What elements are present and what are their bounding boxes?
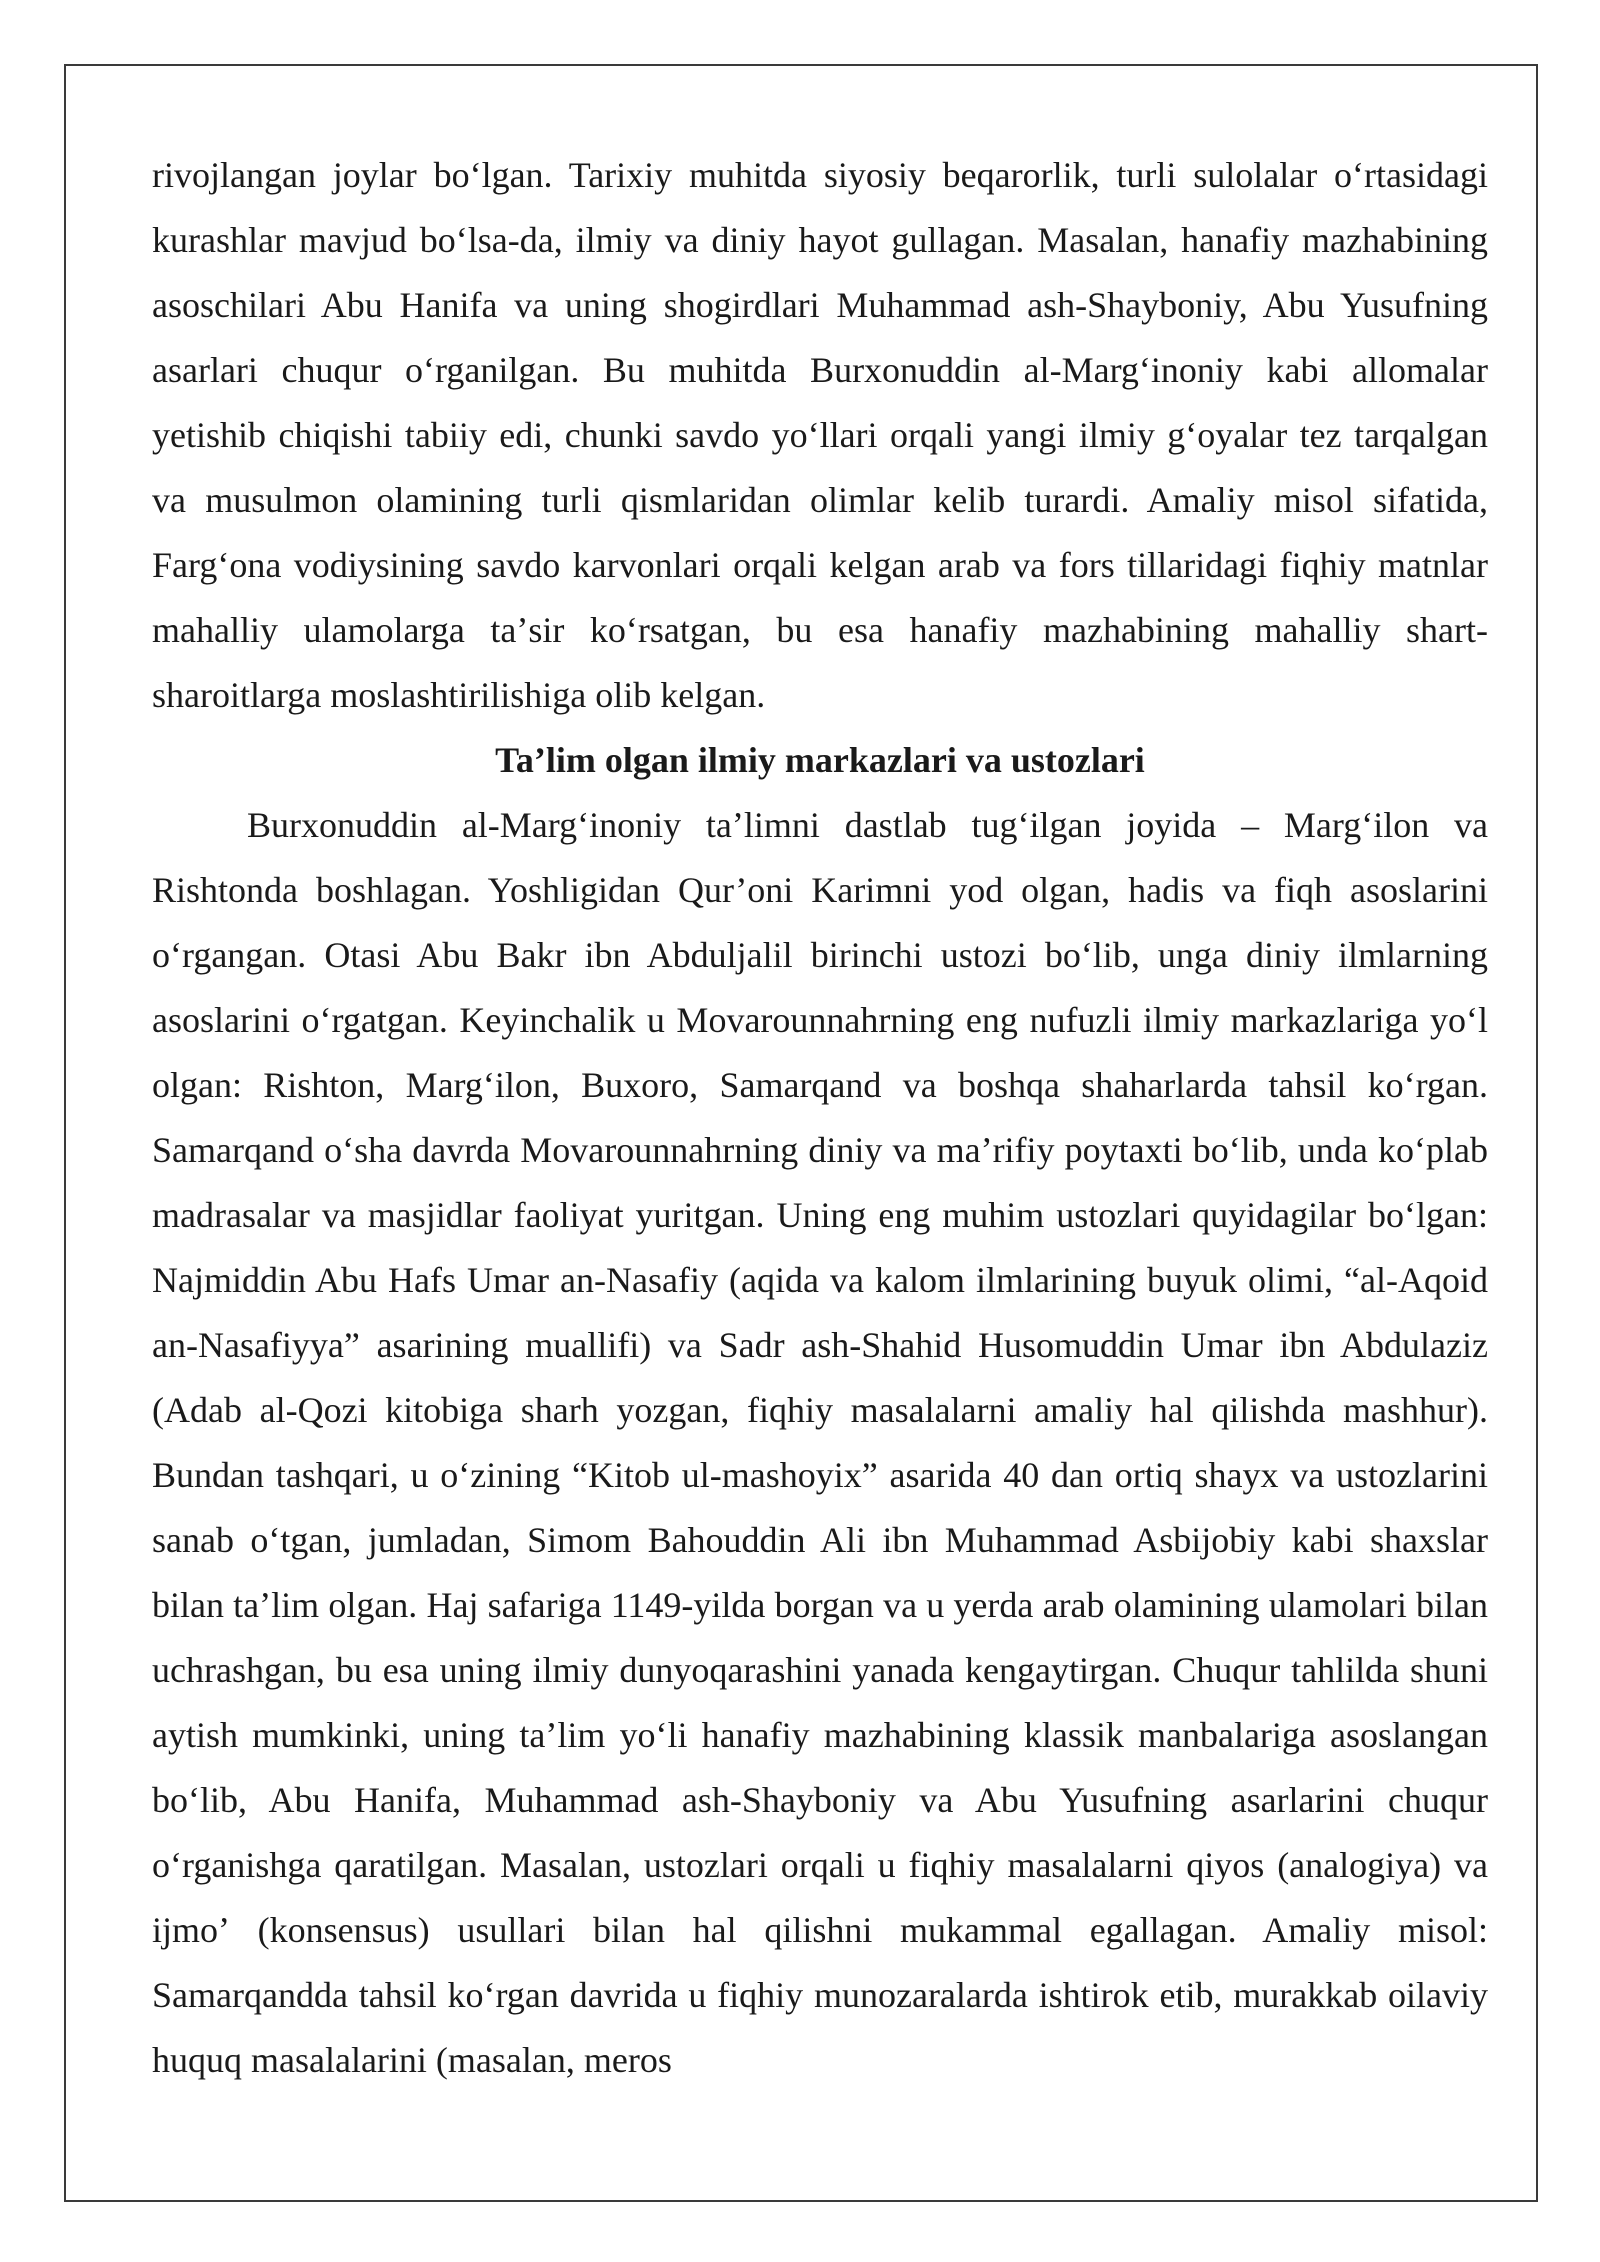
body-paragraph: rivojlangan joylar boʻlgan. Tarixiy muhitda siyosiy beqarorlik, turli sulolalar oʻrtasidagi kurashlar mavjud boʻlsa-da, ilmiy va diniy hayot gullagan. Masalan, hanafiy mazhabining asoschilari Abu Hanifa va uning shogirdlari Muhammad ash-Shayboniy, Abu Yusufning asarlari chuqur oʻrganilgan. Bu muhitda Burxonuddin al-Margʻinoniy kabi allomalar yetishib chiqishi tabiiy edi, chunki savdo yoʻllari orqali yangi ilmiy gʻoyalar tez tarqalgan va musulmon olamining turli qismlaridan olimlar kelib turardi. Amaliy misol sifatida, Fargʻona vodiysining savdo karvonlari orqali kelgan arab va fors tillaridagi fiqhiy matnlar mahalliy ulamolarga taʼsir koʻrsatgan, bu esa hanafiy mazhabining mahalliy shart-sharoitlarga moslashtirilishiga olib kelgan.	[152, 155, 1488, 715]
body-paragraph: Burxonuddin al-Margʻinoniy taʼlimni dastlab tugʻilgan joyida – Margʻilon va Rishtonda boshlagan. Yoshligidan Qur’oni Karimni yod olgan, hadis va fiqh asoslarini oʻrgangan. Otasi Abu Bakr ibn Abduljalil birinchi ustozi boʻlib, unga diniy ilmlarning asoslarini oʻrgatgan. Keyinchalik u Movarounnahrning eng nufuzli ilmiy markazlariga yoʻl olgan: Rishton, Margʻilon, Buxoro, Samarqand va boshqa shaharlarda tahsil koʻrgan. Samarqand oʻsha davrda Movarounnahrning diniy va maʼrifiy poytaxti boʻlib, unda koʻplab madrasalar va masjidlar faoliyat yuritgan. Uning eng muhim ustozlari quyidagilar boʻlgan: Najmiddin Abu Hafs Umar an-Nasafiy (aqida va kalom ilmlarining buyuk olimi, “al-Aqoid an-Nasafiyya” asarining muallifi) va Sadr ash-Shahid Husomuddin Umar ibn Abdulaziz (Adab al-Qozi kitobiga sharh yozgan, fiqhiy masalalarni amaliy hal qilishda mashhur). Bundan tashqari, u oʻzining “Kitob ul-mashoyix” asarida 40 dan ortiq shayx va ustozlarini sanab oʻtgan, jumladan, Simom Bahouddin Ali ibn Muhammad Asbijobiy kabi shaxslar bilan taʼlim olgan. Haj safariga 1149-yilda borgan va u yerda arab olamining ulamolari bilan uchrashgan, bu esa uning ilmiy dunyoqarashini yanada kengaytirgan. Chuqur tahlilda shuni aytish mumkinki, uning taʼlim yoʻli hanafiy mazhabining klassik manbalariga asoslangan boʻlib, Abu Hanifa, Muhammad ash-Shayboniy va Abu Yusufning asarlarini chuqur oʻrganishga qaratilgan. Masalan, ustozlari orqali u fiqhiy masalalarni qiyos (analogiya) va ijmoʼ (konsensus) usullari bilan hal qilishni mukammal egallagan. Amaliy misol: Samarqandda tahsil koʻrgan davrida u fiqhiy munozaralarda ishtirok etib, murakkab oilaviy huquq masalalarini (masalan, meros	[152, 805, 1488, 2080]
page-content	[152, 143, 1488, 2093]
section-heading: Ta’lim olgan ilmiy markazlari va ustozlari	[495, 740, 1145, 780]
